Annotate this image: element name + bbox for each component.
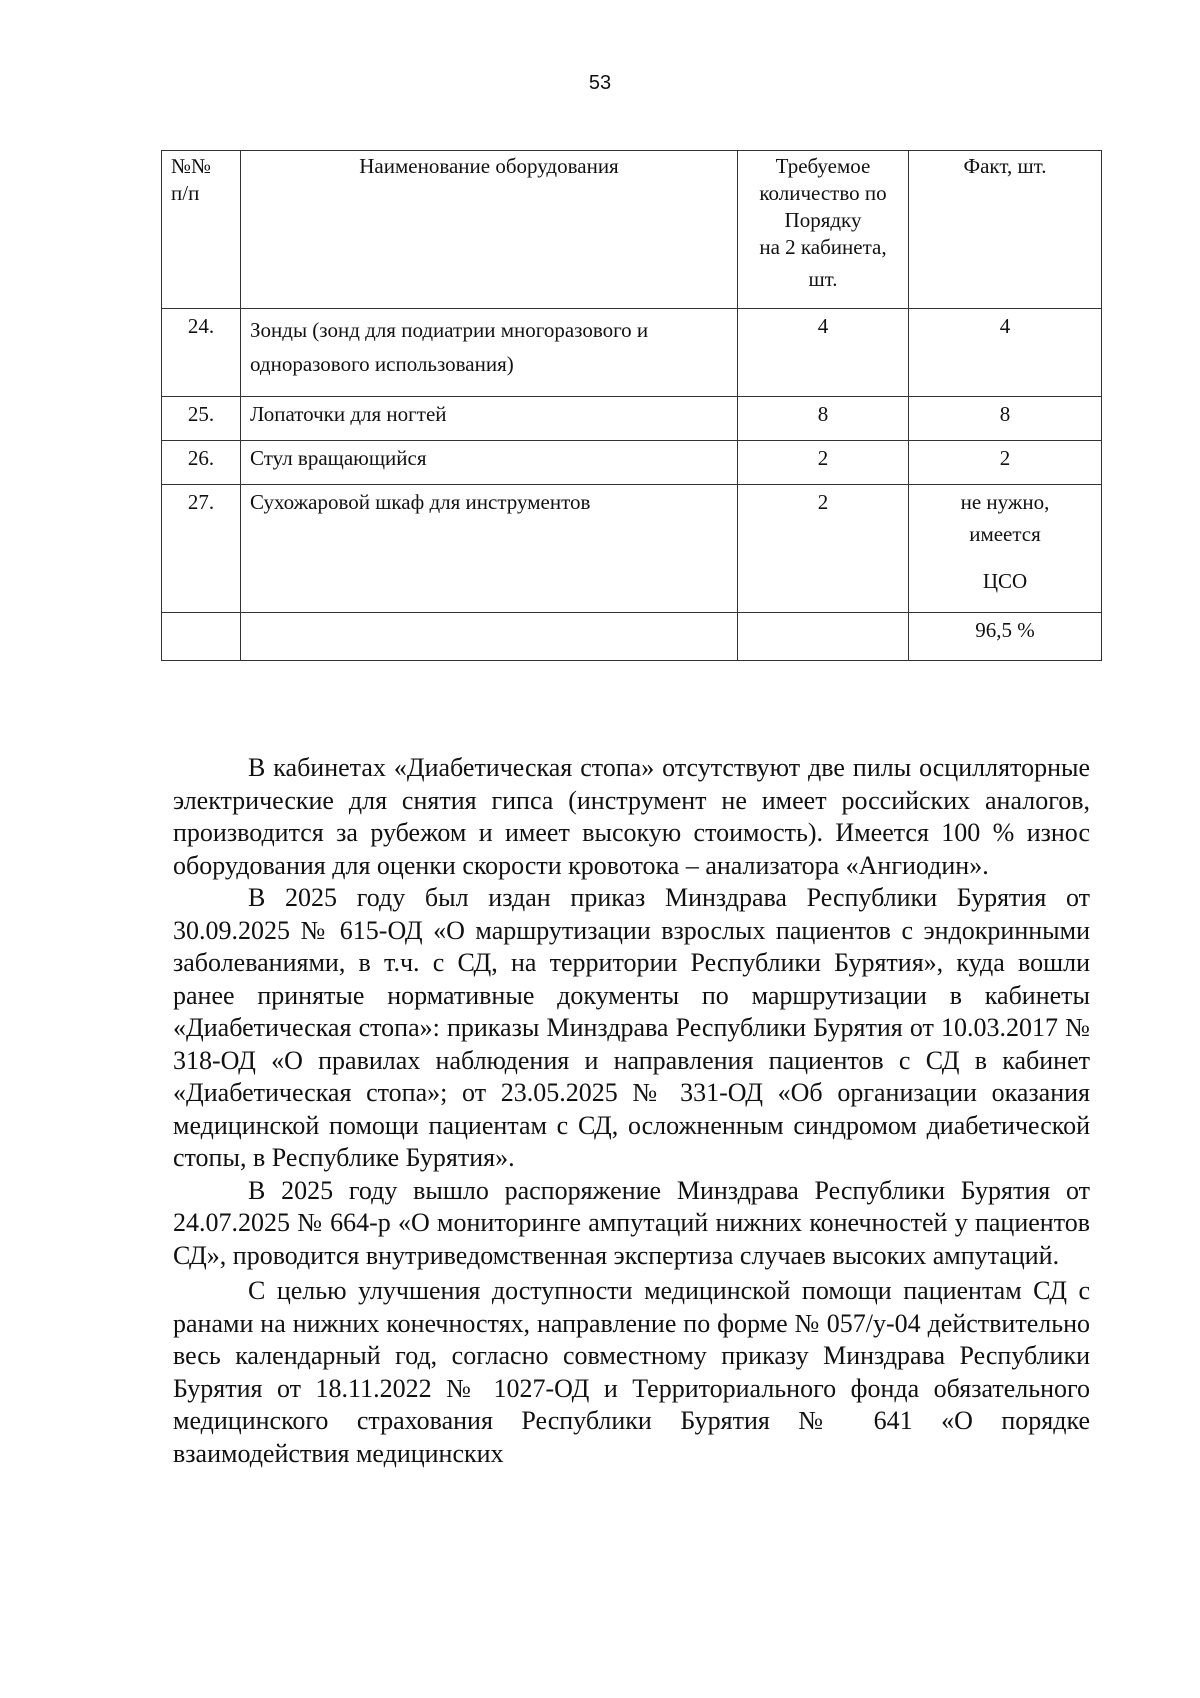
paragraph: С целью улучшения доступности медицинской помощи пациентам СД с ранами на нижних конечностях, направление по форме № 057/у-04 действительно весь календарный год, согласно совместному приказу Минздрава Республики Бурятия от 18.11.2022 № 1027-ОД и Территориального фонда обязательного медицинского страхования Республики Бурятия № 641 «О порядке взаимодействия медицинских (173, 1276, 1090, 1468)
total-num (162, 613, 241, 661)
row-num: 24. (162, 309, 241, 397)
header-name: Наименование оборудования (241, 151, 738, 309)
total-required (738, 613, 909, 661)
row-num: 25. (162, 397, 241, 441)
row-fact-line: имеется (969, 522, 1041, 546)
row-fact-line: не нужно, (960, 490, 1050, 514)
row-name: Сухожаровой шкаф для инструментов (241, 485, 738, 613)
row-required: 2 (738, 441, 909, 485)
row-fact: 8 (909, 397, 1102, 441)
header-required-line: количество по (759, 181, 887, 205)
row-name: Стул вращающийся (241, 441, 738, 485)
table-row (162, 485, 1102, 613)
page-number: 53 (588, 72, 612, 94)
paragraph: В 2025 году был издан приказ Минздрава Республики Бурятия от 30.09.2025 № 615-ОД «О маршрутизации взрослых пациентов с эндокринными заболеваниями, в т.ч. с СД, на территории Республики Бурятия», куда вошли ранее принятые нормативные документы по маршрутизации в кабинеты «Диабетическая стопа»: приказы Минздрава Республики Бурятия от 10.03.2017 № 318-ОД «О правилах наблюдения и направления пациентов с СД в кабинет «Диабетическая стопа»; от 23.05.2025 № 331-ОД «Об организации оказания медицинской помощи пациентам с СД, осложненным синдромом диабетической стопы, в Республике Бурятия». (173, 883, 1090, 1172)
header-required-line: на 2 кабинета, (759, 235, 887, 259)
header-required-line: Требуемое (775, 154, 871, 178)
row-required: 2 (738, 485, 909, 613)
equipment-table (161, 150, 1102, 661)
row-name: Лопаточки для ногтей (241, 397, 738, 441)
header-fact: Факт, шт. (909, 151, 1102, 309)
paragraph: В 2025 году вышло распоряжение Минздрава Республики Бурятия от 24.07.2025 № 664-р «О мониторинге ампутаций нижних конечностей у пациентов СД», проводится внутриведомственная экспертиза случаев высоких ампутаций. (173, 1175, 1090, 1270)
row-num: 27. (162, 485, 241, 613)
table-row (162, 309, 1102, 397)
row-fact: 2 (909, 441, 1102, 485)
row-fact: 4 (909, 309, 1102, 397)
body-text (173, 752, 1090, 1470)
row-fact-line: ЦСО (982, 569, 1028, 593)
row-fact (909, 485, 1102, 613)
table-header-row (162, 151, 1102, 309)
row-name: Зонды (зонд для подиатрии многоразового и одноразового использования) (241, 309, 738, 397)
total-name (241, 613, 738, 661)
paragraph: В кабинетах «Диабетическая стопа» отсутствуют две пилы осцилляторные электрические для снятия гипса (инструмент не имеет российских аналогов, производится за рубежом и имеет высокую стоимость). Имеется 100 % износ оборудования для оценки скорости кровотока – анализатора «Ангиодин». (173, 753, 1090, 880)
header-num: №№ п/п (162, 151, 241, 309)
header-required (738, 151, 909, 309)
row-required: 8 (738, 397, 909, 441)
table-total-row (162, 613, 1102, 661)
table-row (162, 441, 1102, 485)
header-required-line: Порядку (784, 208, 862, 232)
header-required-line: шт. (808, 267, 838, 291)
total-fact: 96,5 % (909, 613, 1102, 661)
table-row (162, 397, 1102, 441)
row-num: 26. (162, 441, 241, 485)
row-required: 4 (738, 309, 909, 397)
